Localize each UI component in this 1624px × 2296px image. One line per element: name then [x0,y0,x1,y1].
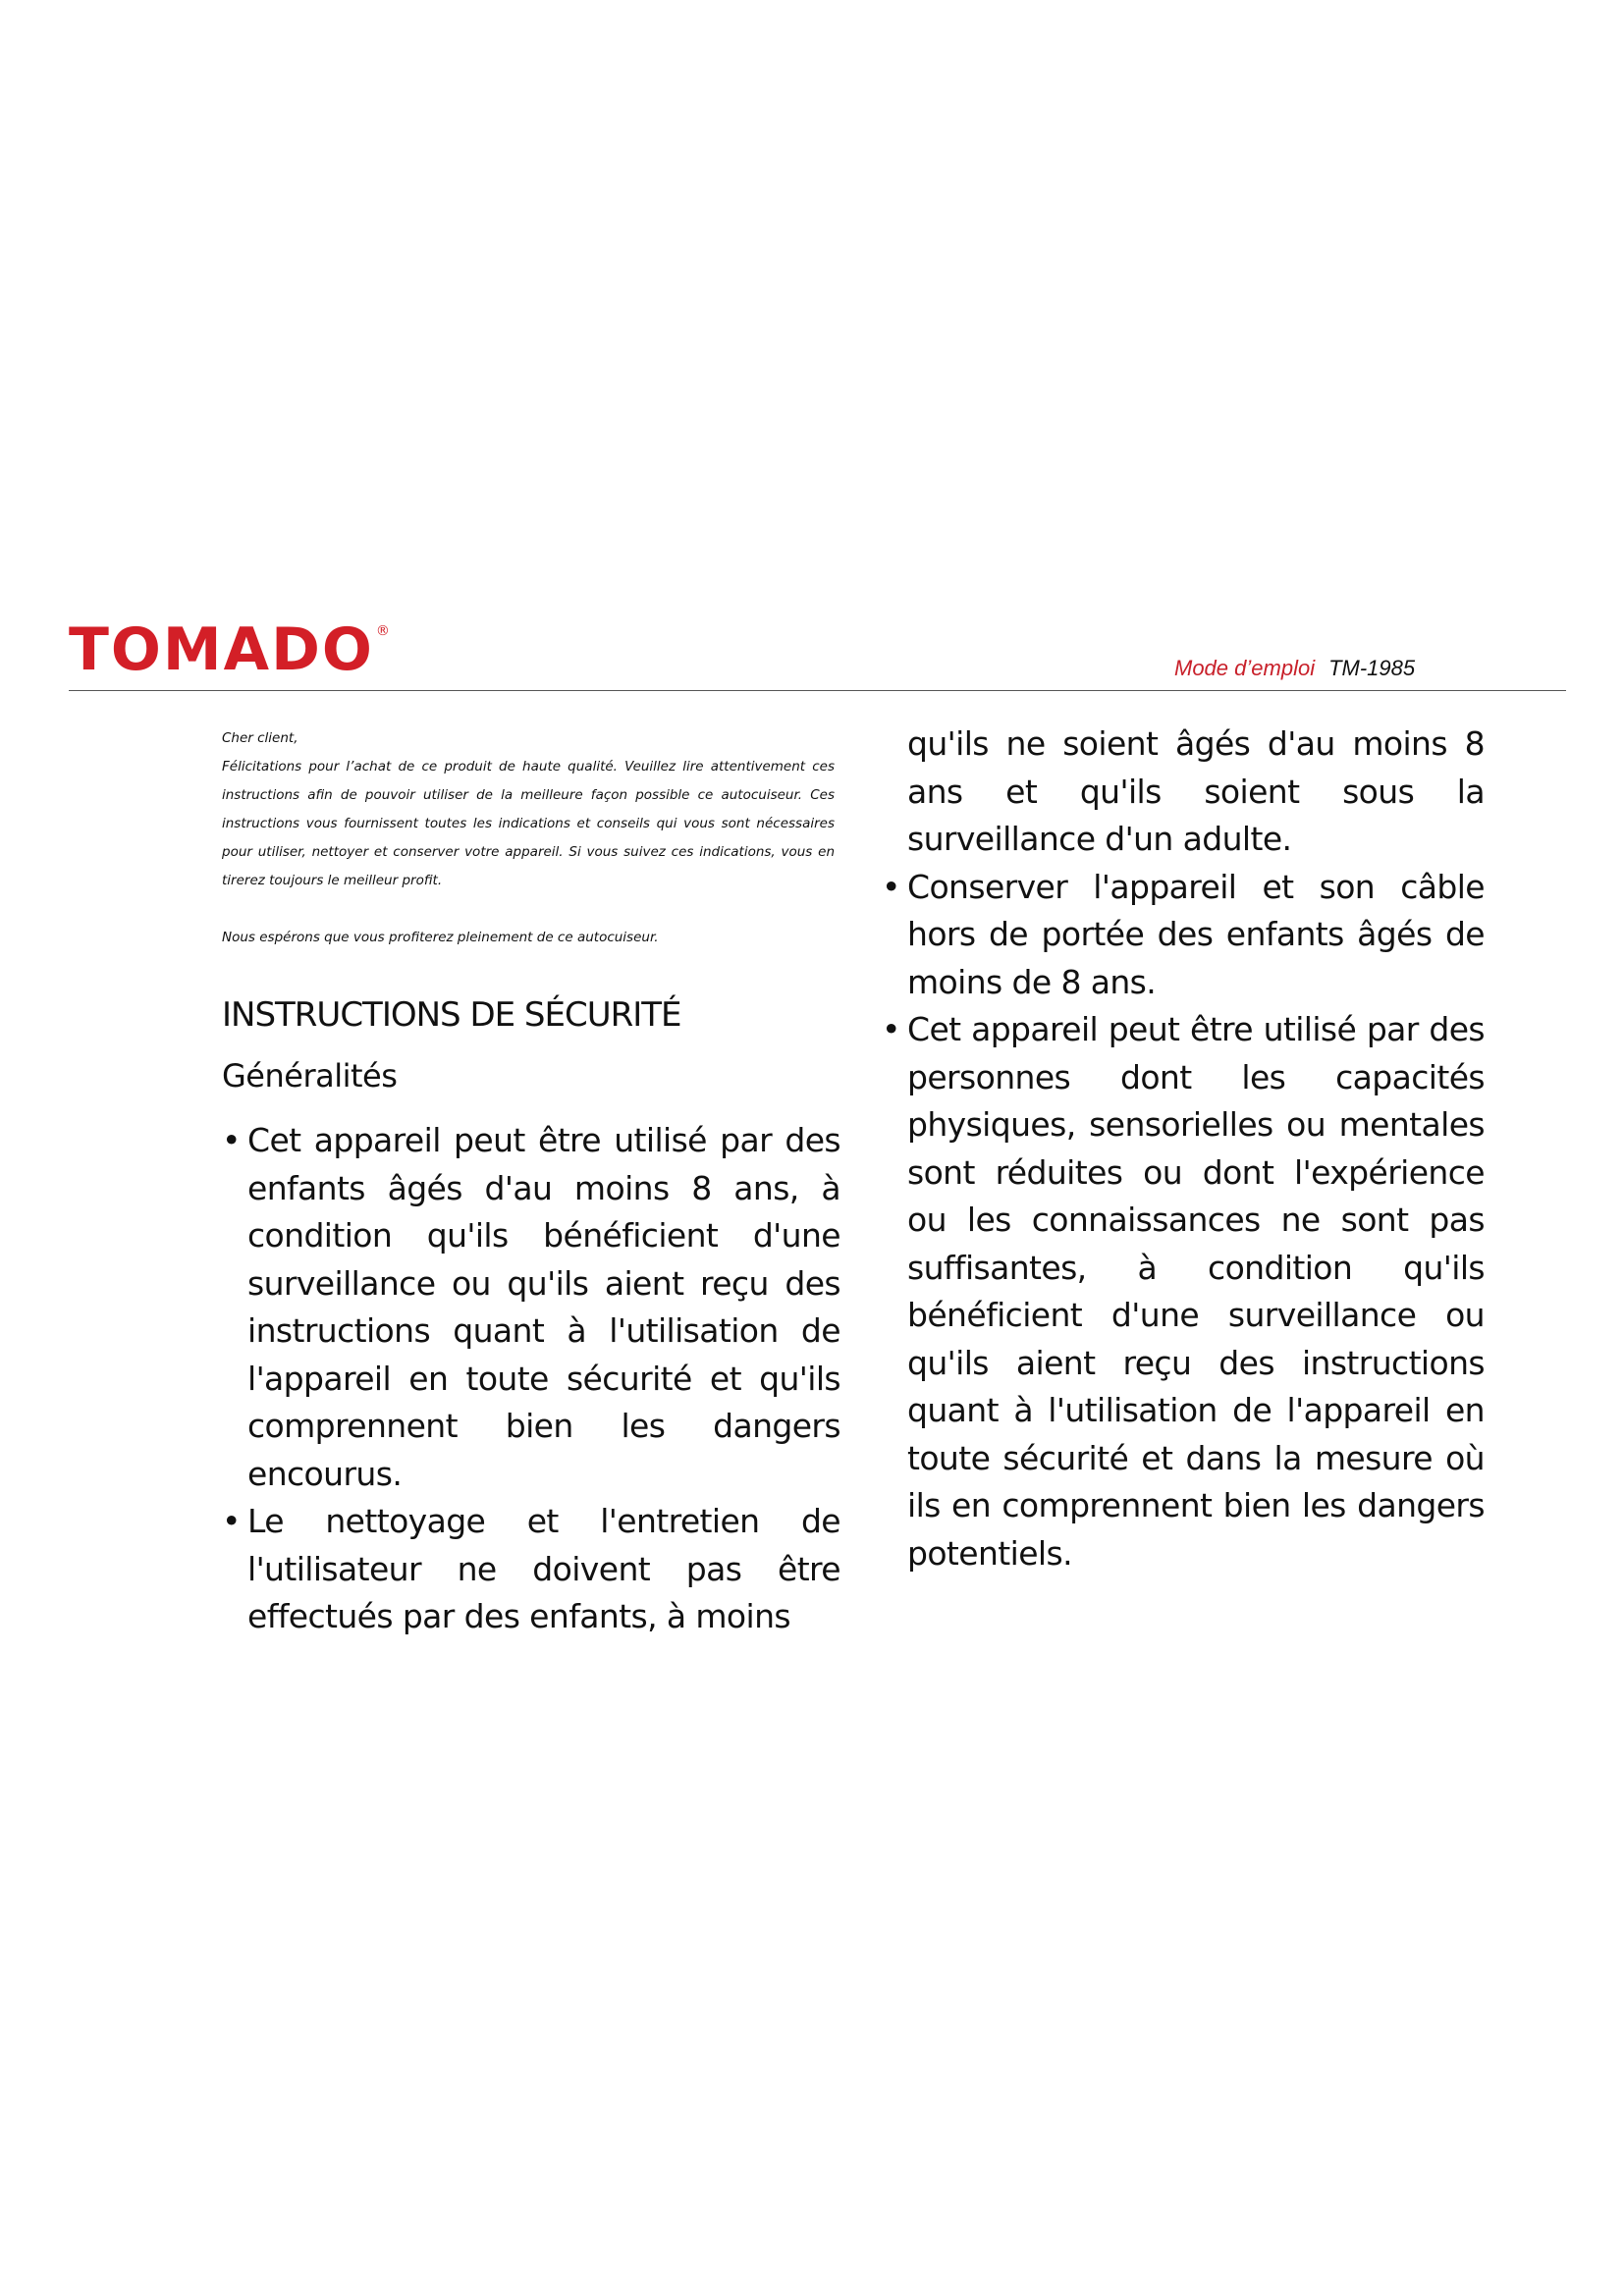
bullet-item-1 [222,1117,840,1498]
bullet-text-2-end: qu'ils ne soient âgés d'au moins 8 ans et qu'ils soient sous la surveillance d'un adulte. [907,724,1485,858]
bullet-marker: • [222,1121,241,1159]
section-subheading: Généralités [222,1057,398,1095]
bullet-marker: • [882,1010,900,1048]
doc-type: Mode d’emploi [1174,656,1316,680]
intro-body: Félicitations pour l’achat de ce produit de haute qualité. Veuillez lire attentivement ces instructions afin de pouvoir utiliser de la meilleure façon possible ce autocuiseur. Ces instructions vous fournissent toutes les indications et conseils qui vous sont nécessaires pour utiliser, nettoyer et conserver votre appareil. Si vous suivez ces indications, vous en tirerez toujours le meilleur profit. [222,759,835,888]
bullet-text-2-start: Le nettoyage et l'entretien de l'utilisateur ne doivent pas être effectués par des enfants, à moins [247,1502,840,1635]
right-column [882,721,1485,1577]
bullet-item-3 [882,864,1485,1007]
registered-mark: ® [375,623,392,639]
model-number: TM-1985 [1328,656,1416,680]
document-label [1174,658,1415,679]
intro-closing: Nous espérons que vous profiterez pleinement de ce autocuiseur. [222,930,659,945]
bullet-item-2-continued [882,721,1485,864]
bullet-text-3: Conserver l'appareil et son câble hors de portée des enfants âgés de moins de 8 ans. [907,867,1485,1001]
left-column [222,1117,840,1641]
header-divider [69,690,1566,691]
logo-text: TOMADO [69,615,374,684]
bullet-text-1: Cet appareil peut être utilisé par des enfants âgés d'au moins 8 ans, à condition qu'ils bénéficient d'une surveillance ou qu'ils aient reçu des instructions quant à l'utilisation de l'appareil en toute sécurité et qu'ils comprennent bien les dangers encourus. [247,1121,840,1493]
bullet-item-4 [882,1006,1485,1577]
bullet-marker: • [882,867,900,906]
section-heading: INSTRUCTIONS DE SÉCURITÉ [222,995,681,1035]
intro-block [222,724,835,952]
bullet-marker: • [222,1502,241,1540]
intro-greeting: Cher client, [222,730,298,746]
brand-logo [69,615,392,684]
bullet-item-2 [222,1498,840,1641]
bullet-text-4: Cet appareil peut être utilisé par des personnes dont les capacités physiques, sensorielles ou mentales sont réduites ou dont l'expérience ou les connaissances ne sont pas suffisantes, à condition qu'ils bénéficient d'une surveillance ou qu'ils aient reçu des instructions quant à l'utilisation de l'appareil en toute sécurité et dans la mesure où ils en comprennent bien les dangers potentiels. [907,1010,1485,1573]
